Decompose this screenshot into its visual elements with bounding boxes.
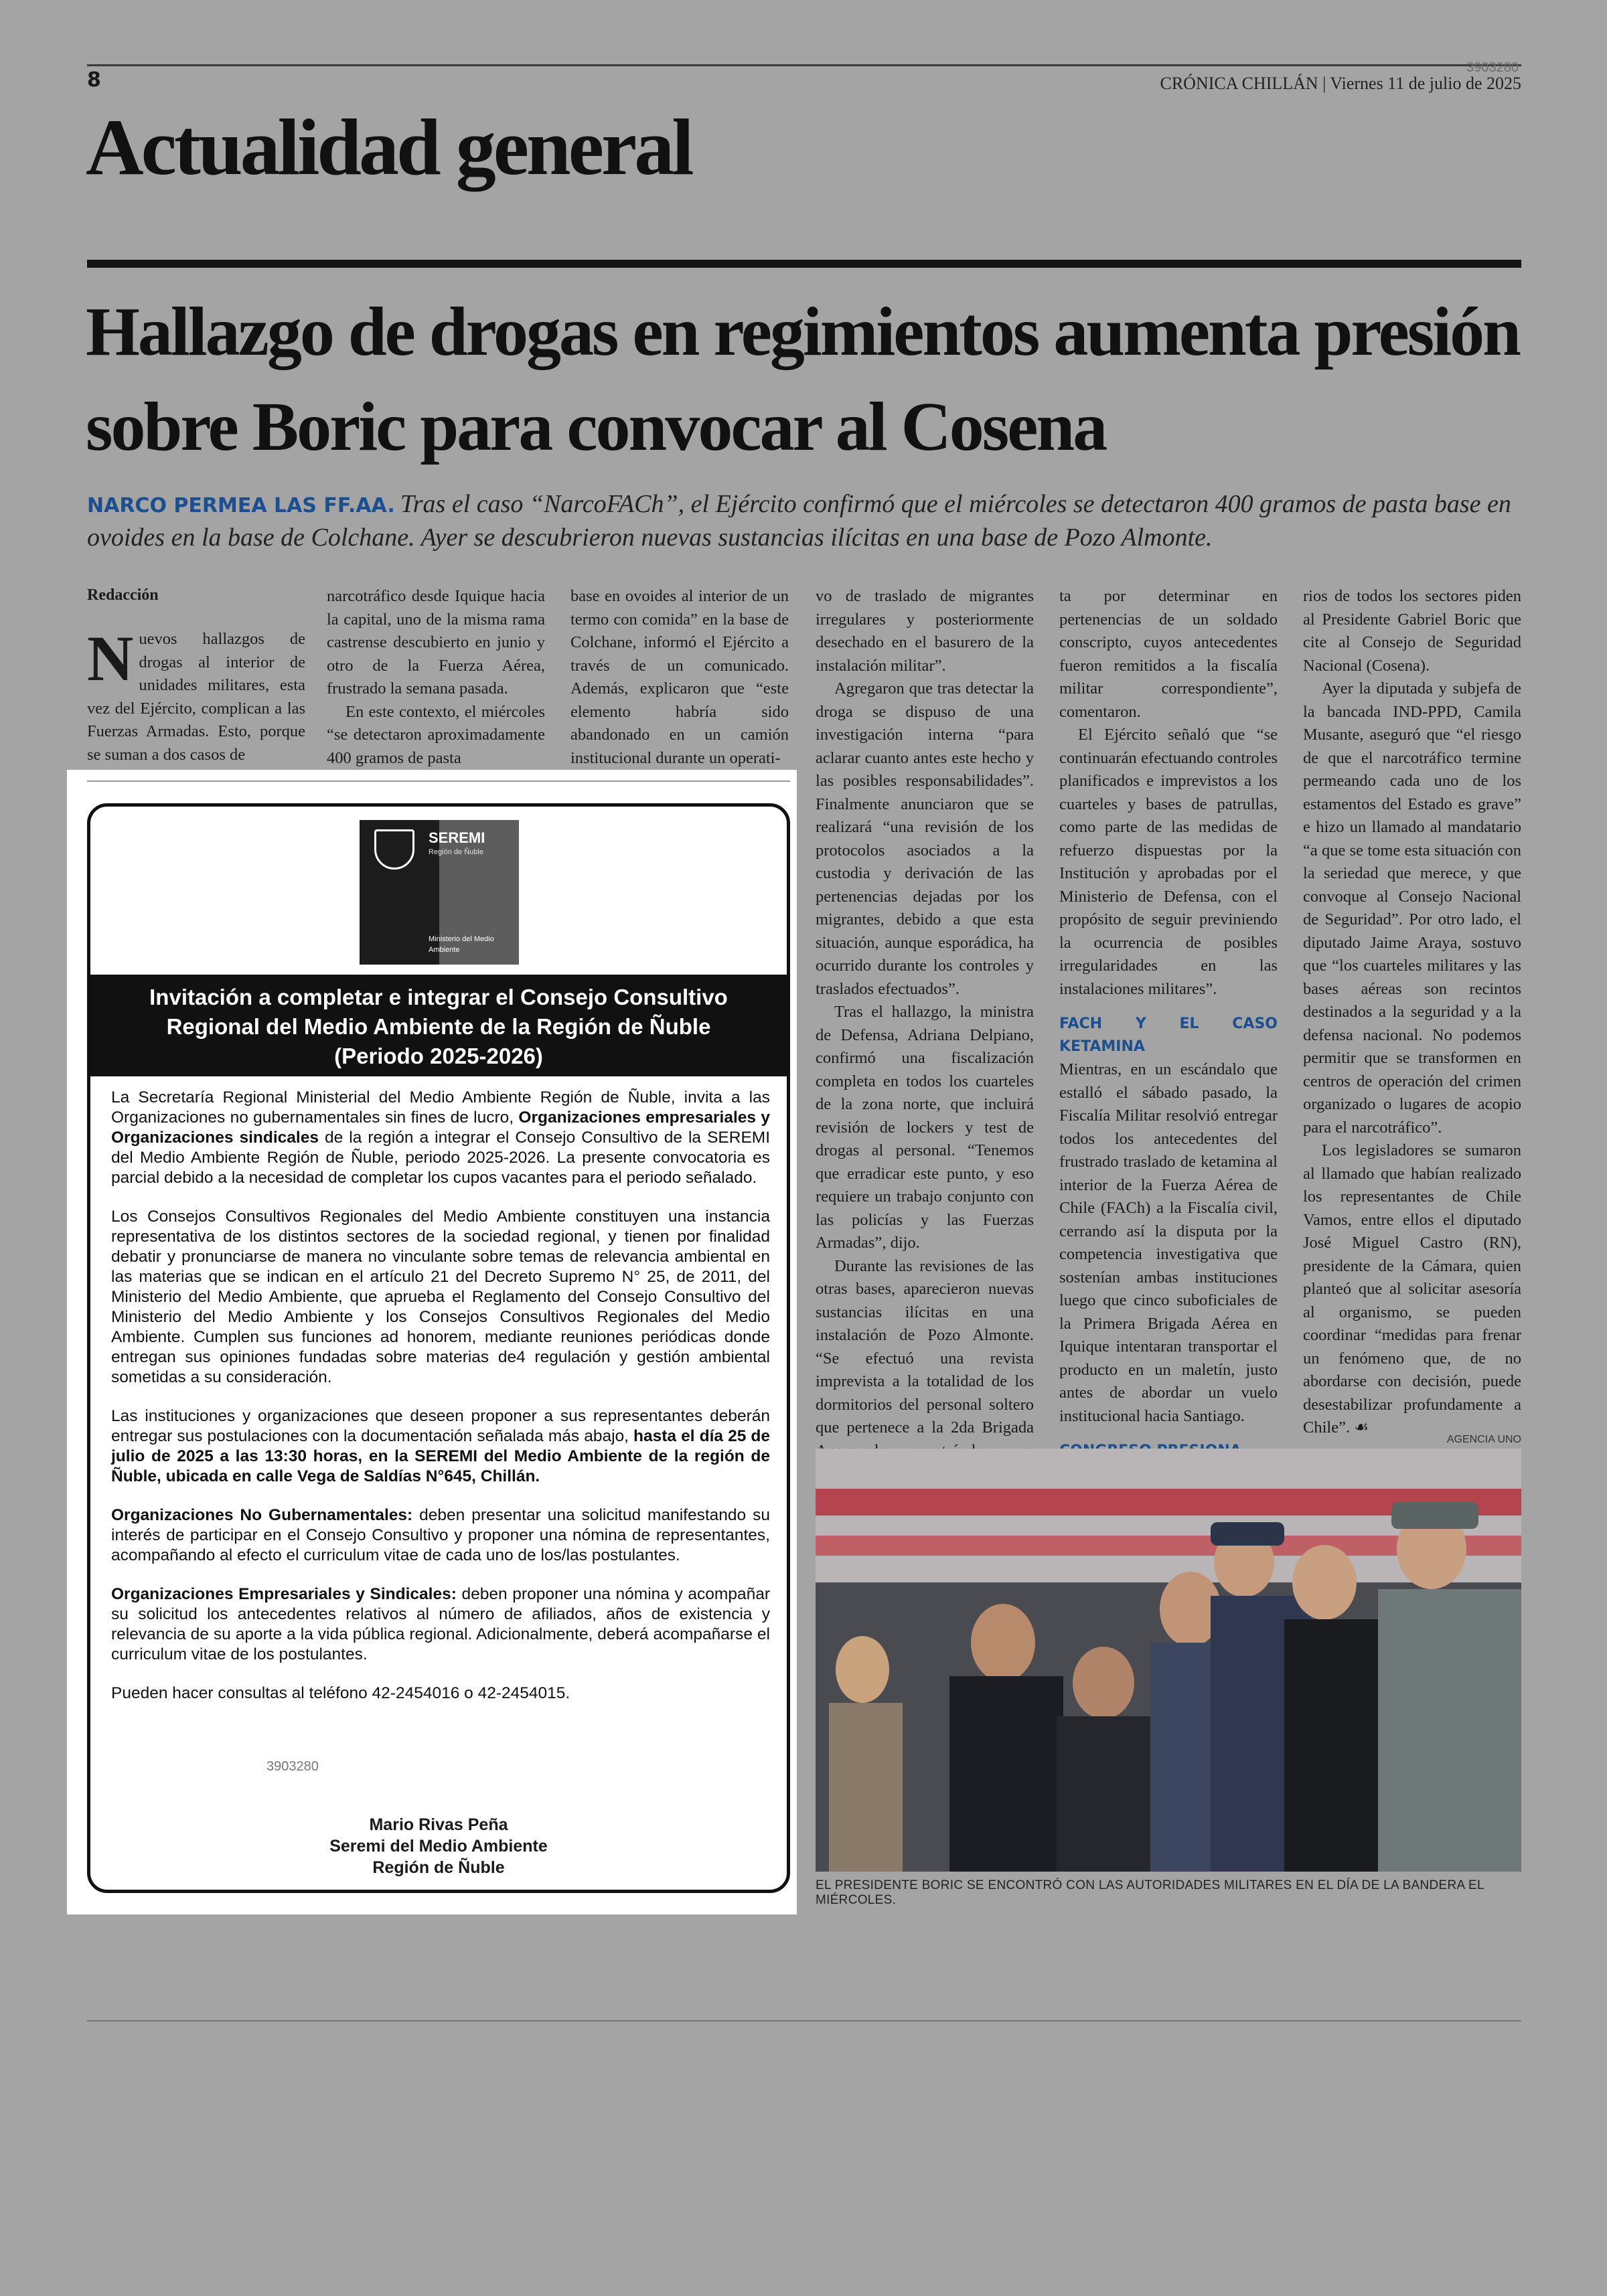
chile-shield-icon	[374, 829, 414, 870]
ad-p1-text: La Secretaría Regional Ministerial del Medio Ambiente Región de Ñuble, invita a las Organizaciones no gubernamentales sin fines de lucro,	[111, 1088, 770, 1127]
byline: Redacción	[87, 586, 159, 604]
ad-body	[111, 1088, 770, 1722]
publication-code: 3903280	[1466, 60, 1519, 75]
ad-paragraph-2: Los Consejos Consultivos Regionales del Medio Ambiente constituyen una instancia representativa de los distintos sectores de la sociedad regional, y tienen por finalidad debatir y pronunciarse de manera no vinculante sobre temas de relevancia ambiental en las materias que se indican en el artículo 21 del Decreto Supremo N° 25, de 2011, del Ministerio del Medio Ambiente, que aprueba el Reglamento del Consejo Consultivo del Ministerio del Medio Ambiente y los Consejos Consultivos Regionales del Medio Ambiente. Cumplen sus funciones ad honorem, mediante reuniones periódicas donde entregan sus opiniones fundadas sobre materias de4 regulación y gestión ambiental sometidas a su consideración.	[111, 1208, 770, 1386]
ad-p1-text-end: de la región a integrar el Consejo Consultivo de la SEREMI del Medio Ambiente Región de Ñuble, periodo 2025-2026. La presente convocatoria es parcial debido a la necesidad de completar los cupos vacantes para el periodo señalado.	[111, 1129, 771, 1187]
col5-paragraph-3: Mientras, en un escándalo que estalló el sábado pasado, la Fiscalía Militar resolvió entregar todos los antecedentes del frustrado traslado de ketamina al interior de la Fuerza Aérea de Chile (FACh) a la Fiscalía civil, cerrando así la disputa por la competencia investigativa que sostenían ambas instituciones luego que cinco suboficiales de la Primera Brigada Aérea en Iquique intentaran transportar el producto en un maletín, justo antes de abordar un vuelo institucional hacia Santiago.	[1059, 1060, 1278, 1425]
article-photo	[816, 1449, 1521, 1872]
drop-cap: N	[87, 623, 134, 694]
ad-paragraph-1	[111, 1088, 770, 1188]
col2-paragraph-1: narcotráfico desde Iquique hacia la capital, uno de la misma rama castrense descubierto en junio y otro de la Fuerza Aérea, frustrado la semana pasada.	[327, 587, 545, 698]
signer-title: Seremi del Medio Ambiente	[329, 1837, 548, 1856]
ad-p3-deadline: hasta el día 25 de julio de 2025 a las 13:30 horas, en la SEREMI del Medio Ambiente de la región de Ñuble, ubicada en calle Vega de Saldías N°645, Chillán.	[111, 1427, 770, 1485]
header-rule	[87, 64, 1521, 66]
ad-paragraph-3	[111, 1406, 770, 1487]
article-deck	[87, 487, 1513, 554]
col2-paragraph-2: En este contexto, el miércoles “se detectaron aproximadamente 400 gramos de pasta	[327, 702, 545, 767]
col3-paragraph-1: base en ovoides al interior de un termo con comida” en la base de Colchane, informó el Ejército a través de un comunicado. Además, explicaron que “este elemento habría sido abandonado en un camión institucional durante un operati-	[570, 587, 789, 767]
photo-credit: AGENCIA UNO	[1446, 1434, 1521, 1445]
col4-paragraph-3: Tras el hallazgo, la ministra de Defensa, Adriana Delpiano, confirmó una fiscalización completa en todos los cuarteles de la zona norte, que incluirá revisión de lockers y test de drogas al personal. “Tenemos que erradicar este punto, y eso requiere un trabajo conjunto con las policías y las Fuerzas Armadas”, dijo.	[816, 1003, 1034, 1252]
article-headline: Hallazgo de drogas en regimientos aumenta presión sobre Boric para convocar al Cosena	[86, 293, 1519, 465]
photo-illustration	[816, 1449, 1521, 1872]
ad-p5-label: Organizaciones Empresariales y Sindicales:	[111, 1585, 457, 1603]
article-column-3	[570, 585, 789, 770]
logo-ministry: Ministerio del Medio Ambiente	[429, 935, 494, 954]
ad-p1-bold: Organizaciones empresariales y Organizaciones sindicales	[111, 1109, 770, 1147]
ad-paragraph-5	[111, 1584, 770, 1665]
ad-banner-line-3: (Periodo 2025-2026)	[334, 1044, 543, 1068]
col4-paragraph-4: Durante las revisiones de las otras bases, aparecieron nuevas sustancias ilícitas en una instalación de Pozo Almonte. “Se efectuó una revista imprevista a la totalidad de los dormitorios del personal soltero que pertenece a la 2da Brigada	[816, 1256, 1034, 1437]
article-kicker: NARCO PERMEA LAS FF.AA.	[87, 494, 395, 517]
ad-banner	[90, 975, 787, 1076]
logo-title: SEREMI	[429, 829, 485, 846]
footer-rule	[87, 2020, 1521, 2022]
article-column-2	[327, 585, 545, 770]
subhead-fach: FACH Y EL CASO KETAMINA	[1059, 1015, 1278, 1055]
col6-paragraph-1: rios de todos los sectores piden al Presidente Gabriel Boric que cite al Consejo de Seguridad Nacional (Cosena).	[1303, 587, 1521, 675]
ad-p5-text: deben proponer una nómina y acompañar su solicitud los antecedentes relativos al número de afiliados, años de existencia y relevancia de su aporte a la vida pública regional. Adicionalmente, deberá acompañarse el curriculum vitae de los postulantes.	[111, 1585, 770, 1663]
col5-paragraph-1: ta por determinar en pertenencias de un soldado conscripto, cuyos antecedentes fueron remitidos a la fiscalía militar correspondiente”, comentaron.	[1059, 587, 1278, 721]
ad-p4-label: Organizaciones No Gubernamentales:	[111, 1506, 413, 1524]
col1-paragraph: uevos hallazgos de drogas al interior de unidades militares, esta vez del Ejército, complican a las Fuerzas Armadas. Esto, porque se suman a dos casos de	[87, 630, 305, 764]
section-rule	[87, 260, 1521, 268]
logo-region: Región de Ñuble	[429, 848, 483, 856]
page-number: 8	[87, 68, 101, 92]
deck-text: Tras el caso “NarcoFACh”, el Ejército confirmó que el miércoles se detectaron 400 gramos de pasta base en ovoides en la base de Colchane. Ayer se descubrieron nuevas sustancias ilícitas en una base de Pozo Almonte.	[87, 490, 1511, 552]
col4-paragraph-2: Agregaron que tras detectar la droga se dispuso de una investigación interna “para aclarar cuanto antes este hecho y las posibles responsabilidades”. Finalmente anunciaron que se realizará “una revisión de los protocolos asociados a la custodia y derivación de las pertenencias dejadas por los migrantes, debido a que esta situación, aunque esporádica, ha ocurrido durante los controles y traslados efectuados”.	[816, 679, 1034, 998]
ad-p4-text: deben presentar una solicitud manifestando su interés de participar en el Consejo Consultivo y proponer una nómina de representantes, acompañando al efecto el curriculum vitae de cada uno de los/las postulantes.	[111, 1506, 770, 1564]
photo-caption: EL PRESIDENTE BORIC SE ENCONTRÓ CON LAS AUTORIDADES MILITARES EN EL DÍA DE LA BANDERA EL MIÉRCOLES.	[816, 1878, 1484, 1907]
article-column-4	[816, 585, 1034, 1486]
ad-p3-text: Las instituciones y organizaciones que deseen proponer a sus representantes deberán entregar sus postulaciones con la documentación señalada más abajo,	[111, 1407, 770, 1445]
col6-paragraph-2: Ayer la diputada y subjefa de la bancada IND-PPD, Camila Musante, aseguró que “el riesgo de que el narcotráfico termine permeando cada uno de los estamentos del Estado es grave” e hizo un llamado al mandatario “a que se tome esta situación con la seriedad que merece, y que convoque al Consejo Nacional de Seguridad”. Por otro lado, el diputado Jaime Araya, sostuvo que “los cuarteles militares y las bases aéreas son recintos destinados a la seguridad y a la defensa nacional. No podemos permitir que se transformen en centros de operación del crimen organizado o lugares de acopio para el narcotráfico”.	[1303, 679, 1521, 1137]
ad-banner-line-1: Invitación a completar e integrar el Consejo Consultivo	[149, 985, 728, 1009]
signer-region: Región de Ñuble	[372, 1858, 505, 1877]
ad-paragraph-6: Pueden hacer consultas al teléfono 42-2454016 o 42-2454015.	[111, 1684, 570, 1702]
ad-code: 3903280	[266, 1759, 319, 1774]
ad-paragraph-4	[111, 1505, 770, 1566]
col6-paragraph-3: Los legisladores se sumaron al llamado que habían realizado los representantes de Chile Vamos, entre ellos el diputado José Miguel Castro (RN), presidente de la Cámara, quien planteó que al solicitar asesoría al organismo, se pueden coordinar “medidas para frenar un fenómeno que, de no abordarse con decisión, puede desestabilizar profundamente a Chile”. ☙	[1303, 1141, 1521, 1437]
ad-banner-line-2: Regional del Medio Ambiente de la Región de Ñuble	[166, 1014, 711, 1039]
signer-name: Mario Rivas Peña	[369, 1815, 508, 1834]
col4-paragraph-1: vo de traslado de migrantes irregulares y posteriormente desechado en el basurero de la instalación militar”.	[816, 587, 1034, 675]
publication-dateline: CRÓNICA CHILLÁN | Viernes 11 de julio de 2025	[1160, 74, 1521, 93]
article-column-1	[87, 623, 305, 766]
article-column-5	[1059, 585, 1278, 1486]
col5-paragraph-2: El Ejército señaló que “se continuarán efectuando controles planificados e imprevistos a los cuarteles y bases de patrullas, como parte de las medidas de refuerzo dispuestas por la Institución y aprobadas por el Ministerio de Defensa, con el propósito de seguir previniendo la ocurrencia de posibles irregularidades en las instalaciones militares”.	[1059, 726, 1278, 998]
article-column-6	[1303, 585, 1521, 1440]
ad-signature	[87, 1814, 790, 1878]
seremi-logo	[360, 820, 519, 965]
section-title: Actualidad general	[86, 102, 692, 191]
ad-top-rule	[87, 781, 790, 782]
